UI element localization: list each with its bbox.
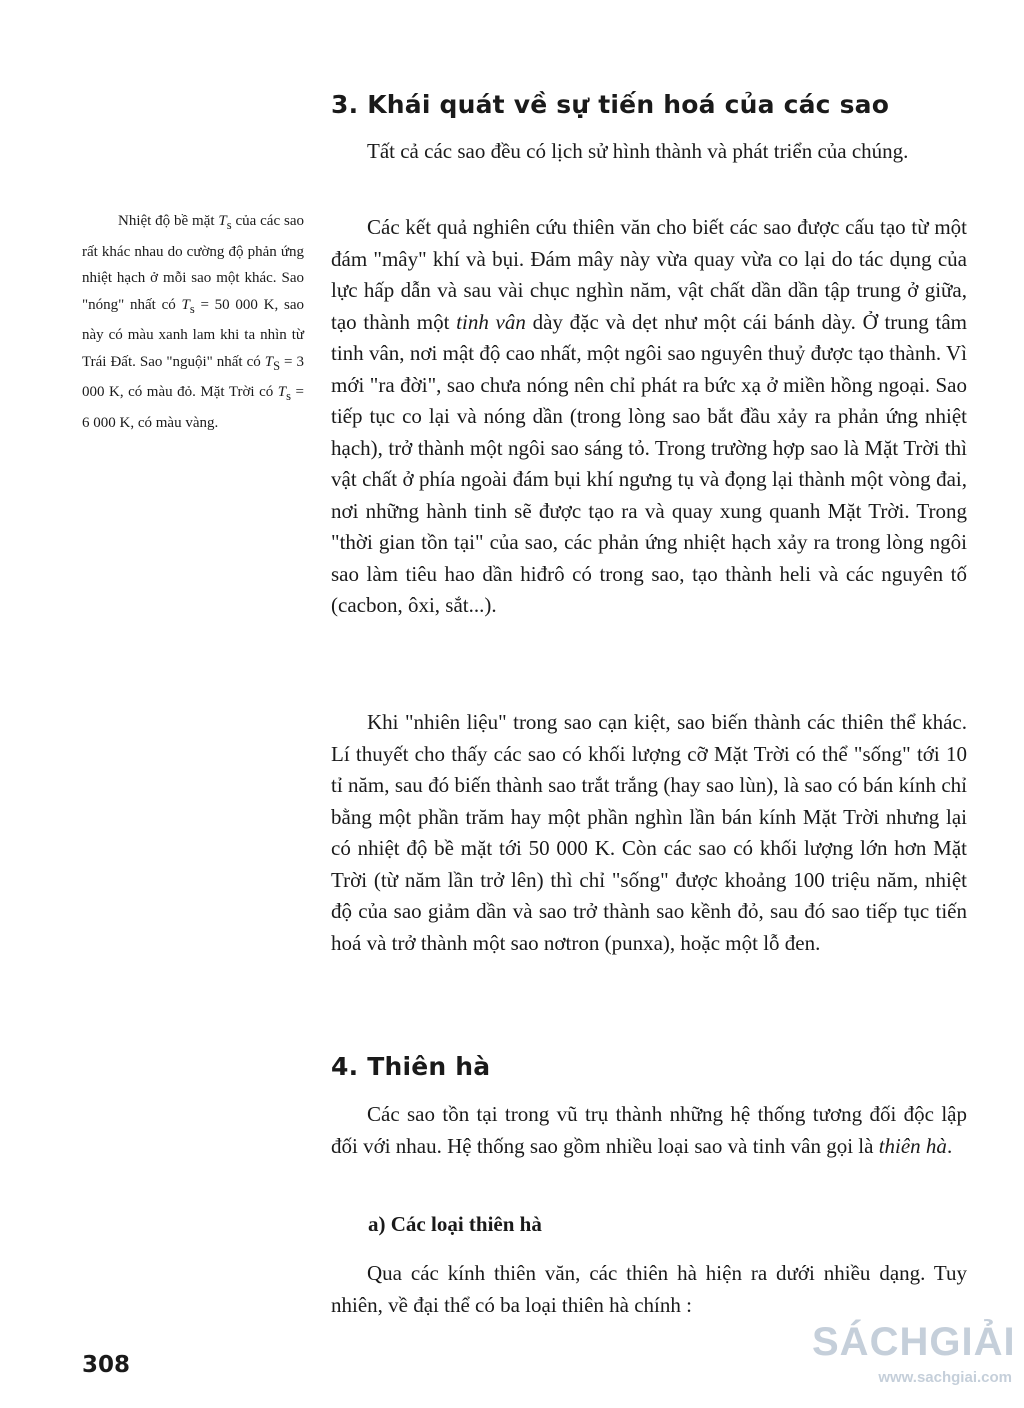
watermark-logo: SÁCHGIẢI [812, 1320, 1016, 1364]
symbol-subscript: S [273, 358, 281, 373]
section-4-paragraph-2: Qua các kính thiên văn, các thiên hà hiện ra dưới nhiều dạng. Tuy nhiên, về đại thể có ba loại thiên hà chính : [331, 1261, 967, 1317]
margin-note-text-3: = 50 000 K, sao này có màu xanh lam khi ta nhìn từ Trái Đất. Sao "nguội" nhất có [82, 296, 304, 370]
section-4-heading: 4. Thiên hà [331, 1052, 491, 1081]
watermark-url: www.sachgiai.com [878, 1369, 1012, 1386]
section-4-paragraph-1-text-a: Các sao tồn tại trong vũ trụ thành những hệ thống tương đối độc lập đối với nhau. Hệ thống sao gồm nhiều loại sao và tinh vân gọi là [331, 1102, 967, 1158]
section-3-paragraph-2-text-a: Các kết quả nghiên cứu thiên văn cho biết các sao được cấu tạo từ một đám "mây" khí và bụi. Đám mây này vừa quay vừa co lại do tác dụng của lực hấp dẫn và sau vài chục nghìn năm, vật chất dần dần tập trung ở giữa, tạo thành một [331, 215, 967, 334]
symbol-subscript: s [189, 301, 195, 316]
symbol-subscript: s [286, 389, 291, 403]
section-3-paragraph-1-text: Tất cả các sao đều có lịch sử hình thành và phát triển của chúng. [367, 139, 909, 163]
symbol-t: T [277, 384, 287, 400]
margin-note [82, 208, 304, 436]
symbol-t: T [218, 213, 227, 229]
margin-note-text-1: Nhiệt độ bề mặt [118, 213, 219, 229]
section-3-paragraph-1 [331, 136, 967, 168]
section-3-paragraph-2-text-b: dày đặc và dẹt như một cái bánh dày. Ở trung tâm tinh vân, nơi mật độ cao nhất, một ngôi sao nguyên thuỷ được tạo thành. Vì mới "ra đời", sao chưa nóng nên chỉ phát ra bức xạ ở miền hồng ngoại. Sao tiếp tục co lại và nóng dần (trong lòng sao bắt đầu xảy ra phản ứng nhiệt hạch), trở thành một ngôi sao sáng tỏ. Trong trường hợp sao là Mặt Trời thì vật chất ở phía ngoài đám bụi khí ngưng tụ và đọng lại thành một vòng đai, nơi những hành tinh sẽ được tạo ra và quay xung quanh Mặt Trời. Trong "thời gian tồn tại" của sao, các phản ứng nhiệt hạch xảy ra trong lòng ngôi sao làm tiêu hao dần hiđrô có trong sao, tạo thành heli và các nguyên tố (cacbon, ôxi, sắt...). [331, 309, 967, 617]
subsection-heading: a) Các loại thiên hà [368, 1212, 542, 1236]
section-4-paragraph-1 [331, 1099, 967, 1162]
symbol-t: T [264, 353, 274, 370]
symbol-subscript: s [226, 218, 232, 232]
section-3-paragraph-3: Khi "nhiên liệu" trong sao cạn kiệt, sao biến thành các thiên thể khác. Lí thuyết cho thấy các sao có khối lượng cỡ Mặt Trời có thể "sống" tới 10 tỉ năm, sau đó biến thành sao trắt trắng (hay sao lùn), là sao có bán kính chỉ bằng một phần trăm hay một phần nghìn lần bán kính Mặt Trời nhưng lại có nhiệt độ bề mặt tới 50 000 K. Còn các sao có khối lượng lớn hơn Mặt Trời (từ năm lần trở lên) thì chỉ "sống" được khoảng 100 triệu năm, nhiệt độ của sao giảm dần và sao trở thành sao kềnh đỏ, sau đó sao tiếp tục tiến hoá và trở thành một sao nơtron (punxa), hoặc một lỗ đen. [331, 710, 967, 955]
page-number: 308 [82, 1352, 131, 1378]
margin-note-text-2: của các sao rất khác nhau do cường độ phản ứng nhiệt hạch ở mỗi sao một khác. Sao "nóng" nhất có [82, 213, 304, 313]
margin-note-text-4: = 3 000 K, có màu đỏ. Mặt Trời có [82, 353, 304, 400]
term-thien-ha: thiên hà [878, 1133, 947, 1158]
term-tinh-van: tinh vân [456, 309, 526, 334]
section-3-heading: 3. Khái quát về sự tiến hoá của các sao [331, 90, 890, 119]
section-4-paragraph-1-text-b: . [946, 1133, 953, 1158]
margin-note-text-5: = 6 000 K, có màu vàng. [82, 384, 304, 431]
section-3-paragraph-2 [331, 212, 967, 622]
watermark [812, 1320, 1016, 1386]
symbol-t: T [181, 296, 190, 313]
